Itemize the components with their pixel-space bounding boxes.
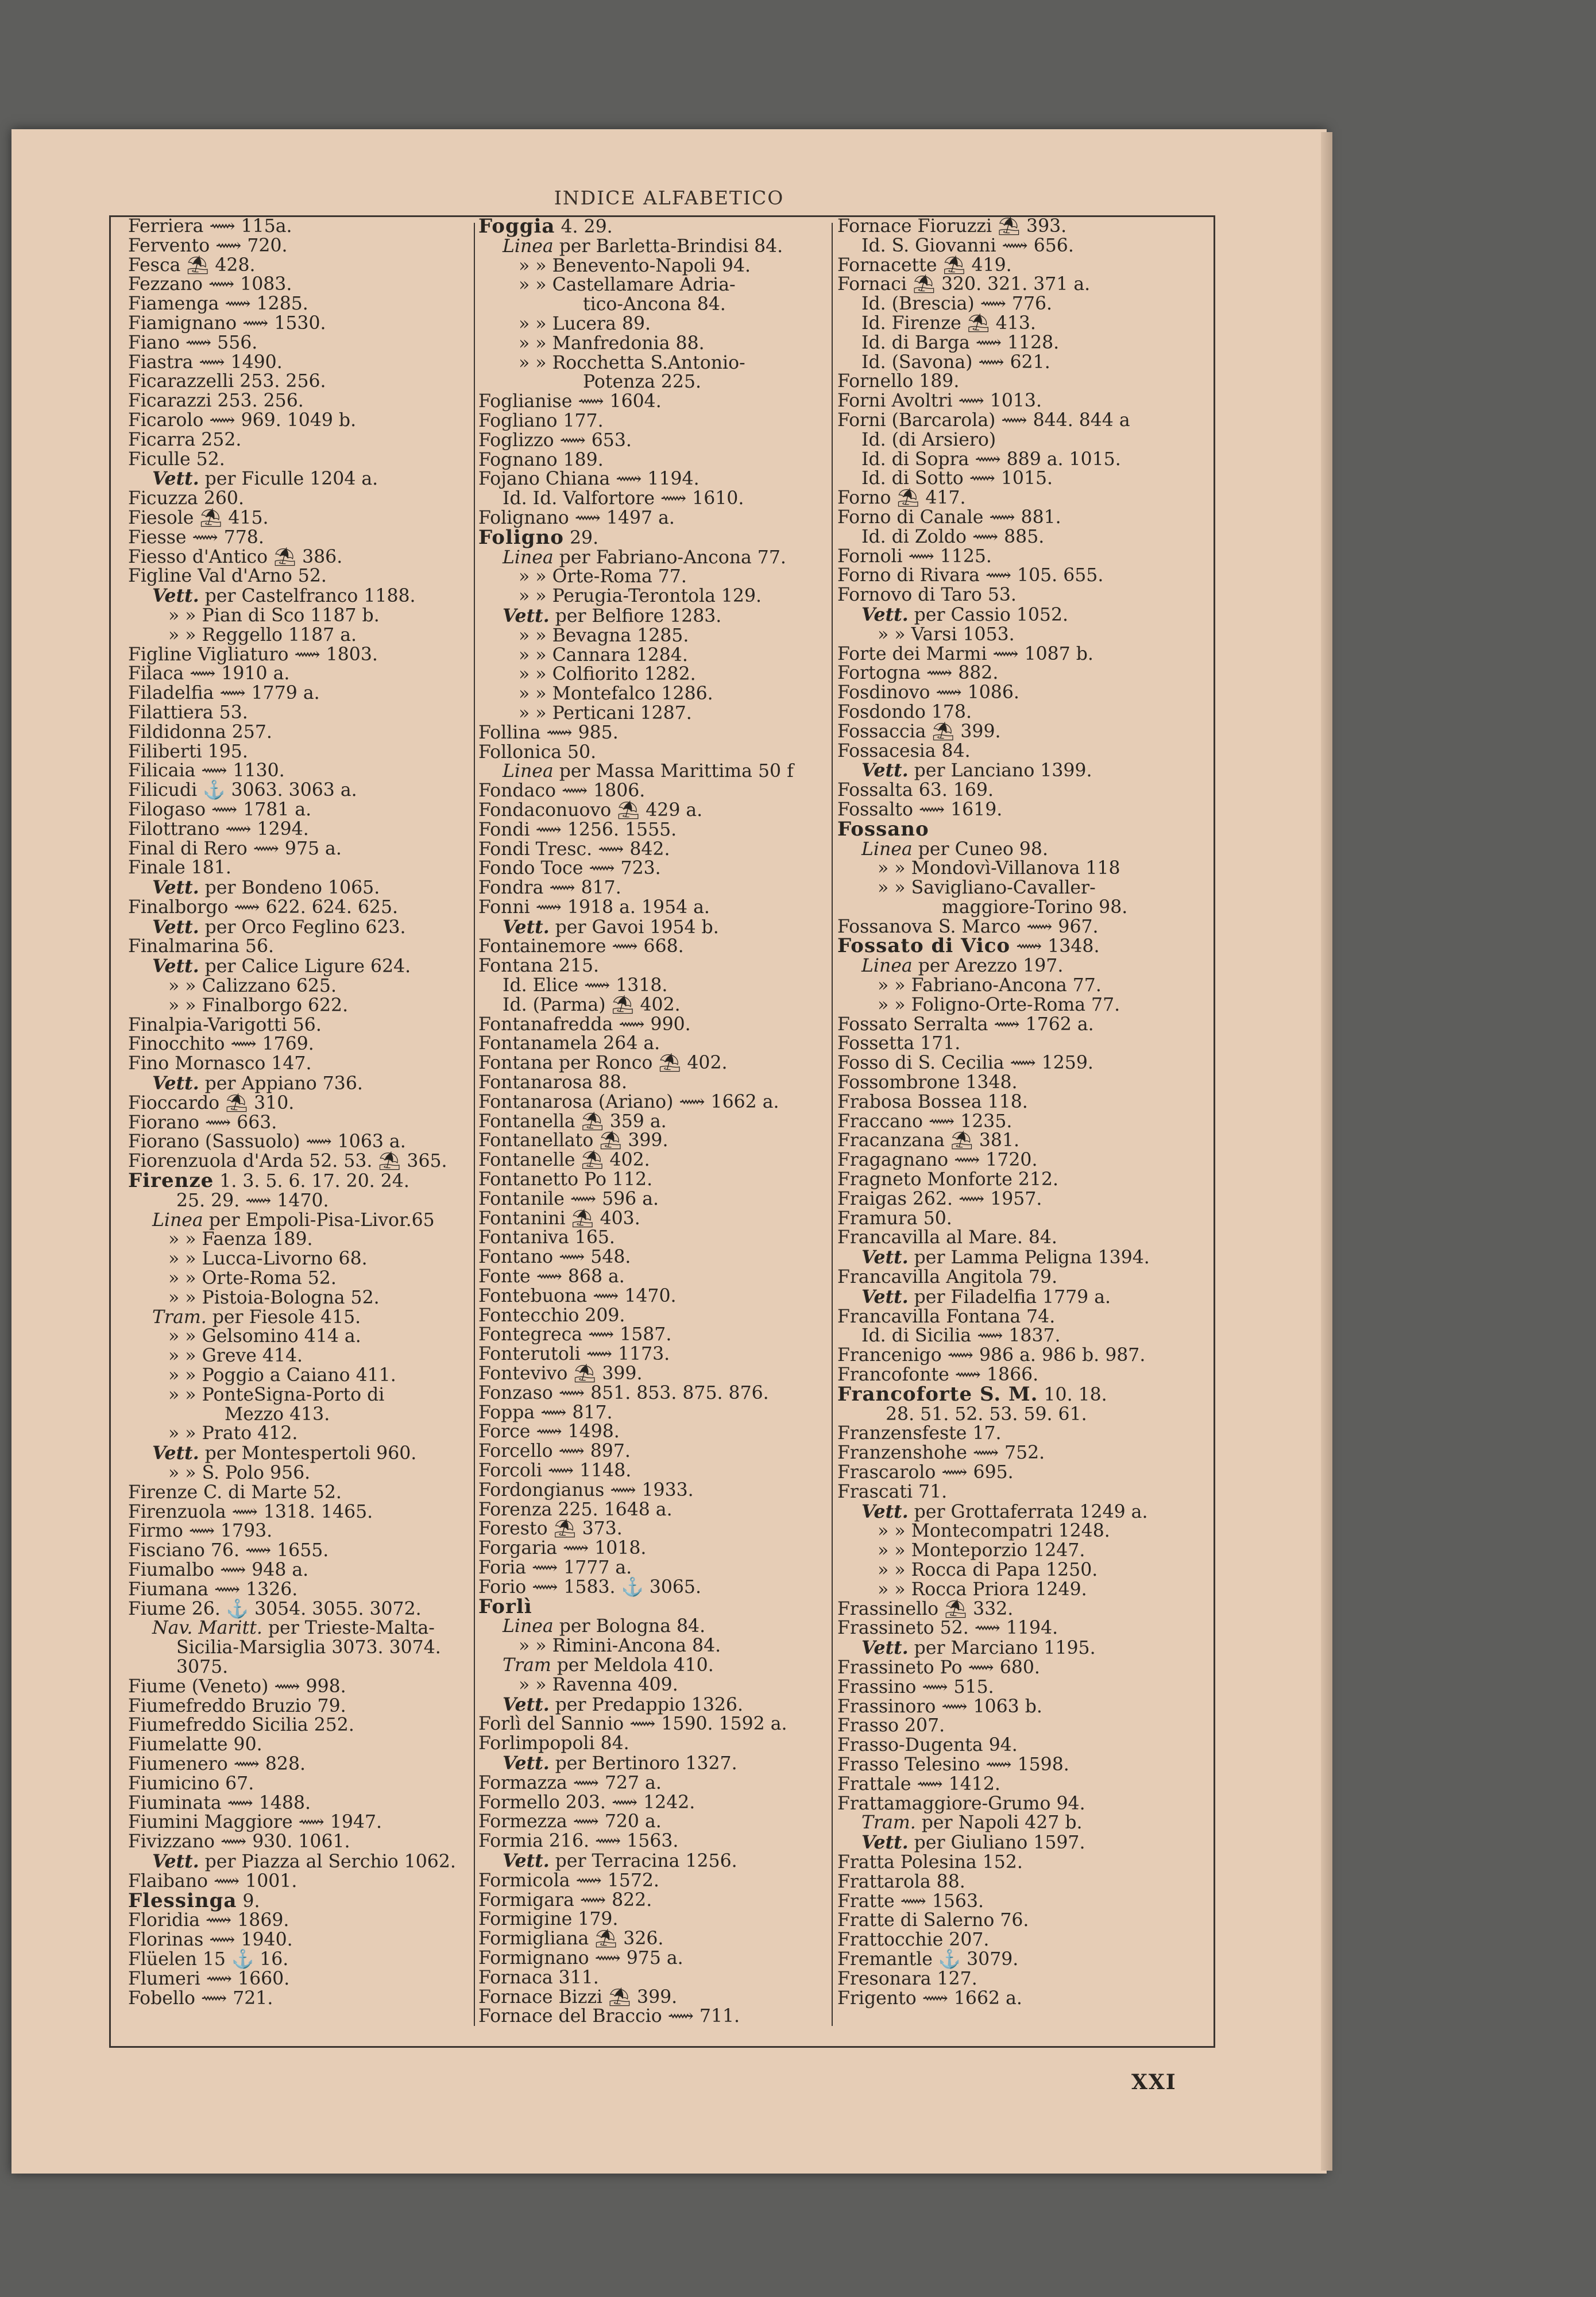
- index-entry: 25. 29. ⟿ 1470.: [176, 1190, 329, 1211]
- index-entry: » » Bevagna 1285.: [519, 625, 689, 646]
- index-entry: Fonte ⟿ 868 a.: [478, 1266, 625, 1287]
- index-entry: » » Rocca Priora 1249.: [878, 1579, 1087, 1600]
- index-entry: » » Lucca-Livorno 68.: [168, 1248, 368, 1270]
- index-entry: Vett. per Marciano 1195.: [861, 1637, 1096, 1659]
- index-entry: Ficuzza 260.: [128, 488, 244, 509]
- index-entry: Frassinoro ⟿ 1063 b.: [837, 1696, 1042, 1717]
- index-entry: Fino Mornasco 147.: [128, 1053, 312, 1074]
- index-entry: Formia 216. ⟿ 1563.: [478, 1831, 679, 1852]
- index-entry: Fornaca 311.: [478, 1967, 599, 1988]
- index-entry: Fosso di S. Cecilia ⟿ 1259.: [837, 1053, 1093, 1074]
- index-entry: Force ⟿ 1498.: [478, 1421, 620, 1443]
- page-edge: [1321, 132, 1332, 2171]
- index-entry: » » Orte-Roma 77.: [519, 566, 687, 587]
- index-entry: Fontanella ⛱ 359 a.: [478, 1111, 667, 1132]
- index-entry: Fognano 189.: [478, 449, 604, 470]
- index-entry: Flumeri ⟿ 1660.: [128, 1968, 290, 1989]
- index-entry: Fossato Serralta ⟿ 1762 a.: [837, 1014, 1094, 1035]
- index-entry: Filicudi ⚓ 3063. 3063 a.: [128, 780, 357, 801]
- index-entry: Id. (di Arsiero): [861, 429, 996, 450]
- index-entry: » » Greve 414.: [168, 1345, 303, 1367]
- index-entry: Fontebuona ⟿ 1470.: [478, 1285, 677, 1306]
- index-entry: Fiumelatte 90.: [128, 1734, 262, 1755]
- index-entry: Fondi ⟿ 1256. 1555.: [478, 819, 677, 840]
- index-entry: Potenza 225.: [583, 372, 701, 393]
- index-entry: » » Ravenna 409.: [519, 1674, 678, 1695]
- index-entry: Fiume 26. ⚓ 3054. 3055. 3072.: [128, 1598, 422, 1619]
- index-entry: Tram. per Fiesole 415.: [152, 1306, 361, 1328]
- index-entry: Frasso 207.: [837, 1715, 945, 1737]
- index-entry: Fontevivo ⛱ 399.: [478, 1363, 643, 1385]
- index-entry: Ficarolo ⟿ 969. 1049 b.: [128, 409, 357, 431]
- index-entry: Framura 50.: [837, 1208, 952, 1229]
- index-entry: Franzenshohe ⟿ 752.: [837, 1443, 1045, 1464]
- index-entry: Foggia 4. 29.: [478, 215, 613, 238]
- index-entry: Tram. per Napoli 427 b.: [861, 1812, 1083, 1834]
- index-entry: Forno di Canale ⟿ 881.: [837, 506, 1061, 528]
- index-entry: Ferriera ⟿ 115a.: [128, 216, 292, 237]
- index-entry: » » Orte-Roma 52.: [168, 1268, 337, 1289]
- index-entry: Filaca ⟿ 1910 a.: [128, 663, 290, 685]
- index-entry: Linea per Massa Marittima 50 f: [503, 761, 794, 782]
- index-entry: Filadelfia ⟿ 1779 a.: [128, 683, 320, 704]
- index-entry: Final di Rero ⟿ 975 a.: [128, 838, 342, 859]
- index-entry: » » Foligno-Orte-Roma 77.: [878, 994, 1120, 1015]
- index-entry: Fiorenzuola d'Arda 52. 53. ⛱ 365.: [128, 1151, 447, 1172]
- index-entry: Vett. per Bondeno 1065.: [152, 877, 380, 899]
- index-entry: Fontanarosa (Ariano) ⟿ 1662 a.: [478, 1091, 779, 1112]
- index-entry: Fossombrone 1348.: [837, 1072, 1018, 1093]
- index-entry: Firenze 1. 3. 5. 6. 17. 20. 24.: [128, 1169, 409, 1193]
- index-entry: Fraccano ⟿ 1235.: [837, 1111, 1013, 1132]
- index-entry: Fiamenga ⟿ 1285.: [128, 293, 308, 315]
- index-entry: Forlimpopoli 84.: [478, 1733, 629, 1754]
- index-entry: Tram per Meldola 410.: [503, 1654, 714, 1676]
- index-entry: Fiorano (Sassuolo) ⟿ 1063 a.: [128, 1131, 406, 1153]
- index-entry: Forcello ⟿ 897.: [478, 1441, 631, 1462]
- index-entry: Fesca ⛱ 428.: [128, 254, 256, 276]
- index-entry: Fratte di Salerno 76.: [837, 1910, 1029, 1931]
- index-entry: Fontegreca ⟿ 1587.: [478, 1324, 672, 1345]
- index-entry: Fragagnano ⟿ 1720.: [837, 1150, 1038, 1171]
- index-entry: Linea per Empoli-Pisa-Livor.65: [152, 1209, 435, 1231]
- index-entry: Fonni ⟿ 1918 a. 1954 a.: [478, 896, 710, 918]
- index-entry: Nav. Maritt. per Trieste-Malta-: [152, 1618, 435, 1639]
- index-entry: Fiumicino 67.: [128, 1773, 254, 1794]
- index-entry: » » Pian di Sco 1187 b.: [168, 605, 380, 626]
- index-entry: Foglianise ⟿ 1604.: [478, 391, 662, 412]
- index-entry: Fossalto ⟿ 1619.: [837, 799, 1003, 820]
- index-entry: Fondo Toce ⟿ 723.: [478, 858, 661, 879]
- index-entry: Linea per Cuneo 98.: [861, 838, 1048, 860]
- index-entry: » » Prato 412.: [168, 1423, 298, 1444]
- index-entry: Vett. per Cassio 1052.: [861, 604, 1069, 625]
- index-entry: » » Castellamare Adria-: [519, 274, 736, 296]
- index-entry: Firenzuola ⟿ 1318. 1465.: [128, 1501, 373, 1522]
- index-entry: Finale 181.: [128, 857, 231, 879]
- index-entry: Formigara ⟿ 822.: [478, 1889, 652, 1911]
- index-entry: Forio ⟿ 1583. ⚓ 3065.: [478, 1576, 701, 1598]
- index-entry: Fontanini ⛱ 403.: [478, 1208, 640, 1229]
- index-entry: Formignano ⟿ 975 a.: [478, 1947, 683, 1969]
- index-entry: Vett. per Orco Feglino 623.: [152, 916, 406, 938]
- index-entry: Forgaria ⟿ 1018.: [478, 1538, 647, 1559]
- index-entry: Frattale ⟿ 1412.: [837, 1773, 1000, 1795]
- index-entry: Id. di Sotto ⟿ 1015.: [861, 468, 1053, 489]
- index-entry: Frassineto Po ⟿ 680.: [837, 1657, 1040, 1678]
- index-entry: Vett. per Ficulle 1204 a.: [152, 468, 378, 490]
- index-entry: » » Savigliano-Cavaller-: [878, 877, 1096, 899]
- index-entry: Vett. per Piazza al Serchio 1062.: [152, 1850, 456, 1872]
- index-entry: Formezza ⟿ 720 a.: [478, 1811, 662, 1832]
- index-entry: Forenza 225. 1648 a.: [478, 1499, 673, 1520]
- index-entry: Finalmarina 56.: [128, 936, 275, 957]
- index-entry: Fildidonna 257.: [128, 721, 272, 743]
- index-entry: Formigliana ⛱ 326.: [478, 1928, 664, 1950]
- index-entry: Fervento ⟿ 720.: [128, 235, 288, 256]
- index-entry: Fiumana ⟿ 1326.: [128, 1579, 298, 1600]
- index-entry: Vett. per Bertinoro 1327.: [503, 1752, 737, 1774]
- index-entry: Finalpia-Varigotti 56.: [128, 1014, 322, 1035]
- index-entry: Fontanetto Po 112.: [478, 1169, 653, 1190]
- index-entry: Forni Avoltri ⟿ 1013.: [837, 390, 1042, 412]
- index-entry: maggiore-Torino 98.: [942, 896, 1128, 918]
- index-entry: Linea per Bologna 84.: [503, 1616, 706, 1637]
- index-entry: Fontanafredda ⟿ 990.: [478, 1014, 691, 1035]
- index-entry: » » Rimini-Ancona 84.: [519, 1635, 721, 1657]
- index-entry: Forlì: [478, 1595, 532, 1618]
- index-entry: Fondra ⟿ 817.: [478, 877, 621, 899]
- index-entry: Forcoli ⟿ 1148.: [478, 1460, 632, 1481]
- index-entry: » » Perugia-Terontola 129.: [519, 586, 762, 607]
- index-entry: Id. di Sicilia ⟿ 1837.: [861, 1325, 1061, 1347]
- index-entry: Id. di Sopra ⟿ 889 a. 1015.: [861, 448, 1121, 470]
- index-entry: » » Manfredonia 88.: [519, 332, 705, 354]
- index-entry: Fondaco ⟿ 1806.: [478, 780, 646, 802]
- index-entry: Fornovo di Taro 53.: [837, 585, 1017, 606]
- index-entry: Vett. per Gavoi 1954 b.: [503, 916, 719, 938]
- index-entry: Vett. per Montespertoli 960.: [152, 1443, 417, 1464]
- index-entry: Filottrano ⟿ 1294.: [128, 818, 309, 840]
- index-entry: Fontaniva 165.: [478, 1227, 615, 1248]
- index-entry: Fisciano 76. ⟿ 1655.: [128, 1540, 329, 1561]
- index-entry: Forno ⛱ 417.: [837, 488, 966, 509]
- index-entry: Francofonte ⟿ 1866.: [837, 1364, 1039, 1386]
- book-page: [11, 129, 1327, 2174]
- index-entry: Frascati 71.: [837, 1481, 948, 1502]
- index-entry: Sicilia-Marsiglia 3073. 3074.: [176, 1637, 441, 1658]
- index-entry: Fornace del Braccio ⟿ 711.: [478, 2006, 740, 2027]
- page-number: XXI: [1131, 2070, 1177, 2094]
- index-entry: Figline Val d'Arno 52.: [128, 566, 327, 587]
- index-entry: Fiumini Maggiore ⟿ 1947.: [128, 1812, 382, 1833]
- index-entry: Fossetta 171.: [837, 1033, 961, 1054]
- index-entry: Fortogna ⟿ 882.: [837, 663, 999, 684]
- index-entry: Fivizzano ⟿ 930. 1061.: [128, 1831, 350, 1853]
- index-entry: Fratta Polesina 152.: [837, 1851, 1023, 1873]
- index-entry: Frattocchie 207.: [837, 1929, 990, 1951]
- index-entry: Fiesse ⟿ 778.: [128, 527, 264, 548]
- index-entry: Fondaconuovo ⛱ 429 a.: [478, 799, 703, 821]
- index-entry: Figline Vigliaturo ⟿ 1803.: [128, 644, 378, 665]
- index-entry: Firmo ⟿ 1793.: [128, 1521, 273, 1542]
- index-entry: Filattiera 53.: [128, 702, 248, 723]
- index-entry: Fracanzana ⛱ 381.: [837, 1130, 1019, 1151]
- index-entry: Id. (Brescia) ⟿ 776.: [861, 293, 1053, 315]
- index-entry: Vett. per Terracina 1256.: [503, 1850, 737, 1871]
- index-entry: Fosdondo 178.: [837, 701, 972, 722]
- index-entry: Frasso-Dugenta 94.: [837, 1735, 1018, 1756]
- index-entry: Filiberti 195.: [128, 741, 248, 762]
- index-entry: Flessinga 9.: [128, 1889, 260, 1912]
- index-entry: Francoforte S. M. 10. 18.: [837, 1382, 1107, 1406]
- index-entry: Fragneto Monforte 212.: [837, 1169, 1059, 1190]
- index-entry: Fontanelle ⛱ 402.: [478, 1150, 650, 1171]
- index-entry: Fremantle ⚓ 3079.: [837, 1948, 1019, 1970]
- index-entry: Formicola ⟿ 1572.: [478, 1870, 659, 1891]
- index-entry: Fiumefreddo Bruzio 79.: [128, 1695, 346, 1716]
- index-entry: Vett. per Giuliano 1597.: [861, 1832, 1085, 1854]
- column-divider: [832, 223, 833, 2026]
- index-entry: Fontano ⟿ 548.: [478, 1247, 631, 1268]
- index-entry: Folignano ⟿ 1497 a.: [478, 507, 675, 528]
- index-entry: » » Montecompatri 1248.: [878, 1521, 1110, 1542]
- index-entry: Fornace Bizzi ⛱ 399.: [478, 1986, 678, 2008]
- index-entry: Ficarazzelli 253. 256.: [128, 371, 326, 392]
- index-entry: Fiamignano ⟿ 1530.: [128, 312, 326, 334]
- index-entry: Fonterutoli ⟿ 1173.: [478, 1344, 670, 1365]
- index-entry: Fontana 215.: [478, 956, 600, 977]
- index-entry: tico-Ancona 84.: [583, 294, 726, 315]
- index-column-1: [128, 217, 461, 2008]
- index-entry: Foglizzo ⟿ 653.: [478, 430, 632, 451]
- index-entry: Fontanamela 264 a.: [478, 1033, 660, 1054]
- index-entry: Follina ⟿ 985.: [478, 722, 619, 743]
- index-entry: » » Reggello 1187 a.: [168, 624, 357, 645]
- index-entry: Frigento ⟿ 1662 a.: [837, 1987, 1022, 2009]
- index-entry: Fiumefreddo Sicilia 252.: [128, 1715, 354, 1736]
- index-entry: Id. Id. Valfortore ⟿ 1610.: [503, 488, 744, 509]
- index-entry: Fornello 189.: [837, 371, 960, 392]
- index-entry: Fornacette ⛱ 419.: [837, 254, 1012, 276]
- index-entry: Fontanarosa 88.: [478, 1072, 627, 1093]
- index-entry: Formazza ⟿ 727 a.: [478, 1772, 662, 1793]
- index-entry: » » Cannara 1284.: [519, 644, 688, 666]
- index-entry: » » Rocca di Papa 1250.: [878, 1559, 1098, 1580]
- index-entry: Linea per Fabriano-Ancona 77.: [503, 547, 786, 568]
- index-entry: Ficarra 252.: [128, 429, 242, 450]
- index-entry: Forte dei Marmi ⟿ 1087 b.: [837, 643, 1093, 664]
- index-entry: » » Colfiorito 1282.: [519, 664, 696, 685]
- index-entry: Fratte ⟿ 1563.: [837, 1890, 984, 1912]
- index-entry: Finalborgo ⟿ 622. 624. 625.: [128, 896, 399, 918]
- index-entry: Fossano: [837, 817, 929, 841]
- column-divider: [474, 223, 475, 2026]
- index-entry: Fornace Fioruzzi ⛱ 393.: [837, 216, 1067, 237]
- index-entry: Foria ⟿ 1777 a.: [478, 1557, 632, 1578]
- index-entry: Florinas ⟿ 1940.: [128, 1929, 293, 1951]
- index-entry: Fontainemore ⟿ 668.: [478, 936, 684, 957]
- index-entry: Vett. per Predappio 1326.: [503, 1693, 743, 1715]
- index-entry: Filicaia ⟿ 1130.: [128, 760, 285, 782]
- index-frame: [109, 215, 1215, 2048]
- index-entry: Fordongianus ⟿ 1933.: [478, 1479, 694, 1501]
- index-entry: Flüelen 15 ⚓ 16.: [128, 1948, 289, 1970]
- index-entry: Fezzano ⟿ 1083.: [128, 274, 292, 295]
- index-entry: » » Perticani 1287.: [519, 702, 692, 724]
- index-entry: Fiastra ⟿ 1490.: [128, 351, 283, 373]
- index-entry: Francavilla Fontana 74.: [837, 1306, 1056, 1327]
- index-entry: Vett. per Castelfranco 1188.: [152, 585, 416, 607]
- index-entry: Vett. per Lanciano 1399.: [861, 760, 1092, 782]
- index-entry: » » Benevento-Napoli 94.: [519, 255, 751, 276]
- index-entry: Foppa ⟿ 817.: [478, 1402, 613, 1423]
- index-entry: Frassino ⟿ 515.: [837, 1676, 994, 1697]
- index-entry: Fiumalbo ⟿ 948 a.: [128, 1559, 309, 1580]
- index-entry: Linea per Arezzo 197.: [861, 956, 1064, 977]
- index-entry: » » PonteSigna-Porto di: [168, 1384, 385, 1405]
- index-entry: Fiumenero ⟿ 828.: [128, 1753, 306, 1774]
- index-entry: Vett. per Grottaferrata 1249 a.: [861, 1501, 1148, 1522]
- index-entry: » » Faenza 189.: [168, 1229, 313, 1250]
- index-entry: Frabosa Bossea 118.: [837, 1091, 1028, 1112]
- index-entry: Frascarolo ⟿ 695.: [837, 1462, 1014, 1483]
- index-entry: Vett. per Appiano 736.: [152, 1073, 363, 1095]
- index-entry: Francenigo ⟿ 986 a. 986 b. 987.: [837, 1345, 1146, 1366]
- index-entry: Fornoli ⟿ 1125.: [837, 546, 992, 567]
- index-entry: » » Gelsomino 414 a.: [168, 1326, 361, 1347]
- index-entry: Formigine 179.: [478, 1909, 619, 1930]
- index-entry: » » Poggio a Caiano 411.: [168, 1365, 396, 1386]
- index-entry: Vett. per Calice Ligure 624.: [152, 956, 411, 977]
- index-entry: Id. di Zoldo ⟿ 885.: [861, 526, 1045, 547]
- index-entry: Fondi Tresc. ⟿ 842.: [478, 838, 670, 860]
- index-entry: Fiorano ⟿ 663.: [128, 1112, 277, 1133]
- index-entry: Fraigas 262. ⟿ 1957.: [837, 1188, 1042, 1209]
- index-entry: » » S. Polo 956.: [168, 1463, 311, 1483]
- index-entry: Id. Elice ⟿ 1318.: [503, 975, 668, 996]
- index-entry: Francavilla Angitola 79.: [837, 1267, 1058, 1288]
- index-entry: Fiesole ⛱ 415.: [128, 507, 269, 528]
- index-entry: Fontanile ⟿ 596 a.: [478, 1188, 659, 1209]
- index-entry: Fossato di Vico ⟿ 1348.: [837, 934, 1100, 958]
- index-entry: Forni (Barcarola) ⟿ 844. 844 a: [837, 409, 1130, 431]
- index-entry: Frattarola 88.: [837, 1871, 965, 1892]
- index-entry: Id. (Savona) ⟿ 621.: [861, 351, 1050, 373]
- index-entry: » » Fabriano-Ancona 77.: [878, 975, 1102, 996]
- index-entry: Fobello ⟿ 721.: [128, 1987, 273, 2009]
- index-entry: Vett. per Filadelfia 1779 a.: [861, 1286, 1111, 1308]
- index-entry: Fornaci ⛱ 320. 321. 371 a.: [837, 274, 1091, 295]
- page-header: INDICE ALFABETICO: [554, 187, 785, 209]
- index-entry: Fontana per Ronco ⛱ 402.: [478, 1053, 728, 1074]
- index-entry: Firenze C. di Marte 52.: [128, 1482, 342, 1503]
- index-entry: Fiesso d'Antico ⛱ 386.: [128, 546, 343, 567]
- index-entry: Fogliano 177.: [478, 410, 604, 431]
- index-entry: » » Montefalco 1286.: [519, 683, 713, 705]
- index-entry: » » Mondovì-Villanova 118: [878, 858, 1120, 879]
- index-column-3: [837, 217, 1170, 2008]
- index-entry: Foligno 29.: [478, 525, 599, 549]
- index-entry: » » Monteporzio 1247.: [878, 1540, 1085, 1561]
- index-entry: Fiuminata ⟿ 1488.: [128, 1792, 311, 1813]
- index-entry: Ficarazzi 253. 256.: [128, 390, 304, 412]
- index-entry: Frasso Telesino ⟿ 1598.: [837, 1754, 1069, 1775]
- index-entry: » » Lucera 89.: [519, 313, 651, 334]
- index-entry: Fosdinovo ⟿ 1086.: [837, 682, 1019, 703]
- index-entry: Filogaso ⟿ 1781 a.: [128, 799, 312, 820]
- index-entry: Fossacesia 84.: [837, 740, 971, 761]
- index-entry: Linea per Barletta-Brindisi 84.: [503, 235, 783, 257]
- index-entry: Ficulle 52.: [128, 448, 225, 470]
- index-entry: Formello 203. ⟿ 1242.: [478, 1792, 695, 1813]
- index-entry: Fioccardo ⛱ 310.: [128, 1092, 295, 1113]
- index-entry: Fiano ⟿ 556.: [128, 332, 258, 353]
- index-entry: 3075.: [176, 1656, 229, 1677]
- index-entry: Fontanellato ⛱ 399.: [478, 1130, 668, 1151]
- index-entry: » » Rocchetta S.Antonio-: [519, 352, 745, 373]
- index-entry: » » Pistoia-Bologna 52.: [168, 1287, 380, 1308]
- index-entry: Mezzo 413.: [225, 1403, 330, 1425]
- index-entry: Foresto ⛱ 373.: [478, 1518, 623, 1540]
- index-column-2: [478, 217, 811, 2027]
- index-entry: Id. di Barga ⟿ 1128.: [861, 332, 1060, 353]
- index-entry: Flaibano ⟿ 1001.: [128, 1870, 297, 1892]
- index-entry: Fonzaso ⟿ 851. 853. 875. 876.: [478, 1382, 769, 1403]
- index-entry: Fiume (Veneto) ⟿ 998.: [128, 1676, 346, 1697]
- index-entry: Finocchito ⟿ 1769.: [128, 1034, 314, 1055]
- index-entry: Fossanova S. Marco ⟿ 967.: [837, 916, 1099, 937]
- index-entry: Floridia ⟿ 1869.: [128, 1910, 289, 1931]
- index-entry: Fojano Chiana ⟿ 1194.: [478, 469, 700, 490]
- index-entry: Forno di Rivara ⟿ 105. 655.: [837, 565, 1104, 586]
- index-entry: Frassineto 52. ⟿ 1194.: [837, 1618, 1058, 1639]
- index-entry: Vett. per Belfiore 1283.: [503, 605, 722, 627]
- index-entry: Forlì del Sannio ⟿ 1590. 1592 a.: [478, 1714, 787, 1735]
- index-entry: 28. 51. 52. 53. 59. 61.: [886, 1403, 1087, 1425]
- index-entry: » » Calizzano 625.: [168, 976, 337, 997]
- index-entry: Frattamaggiore-Grumo 94.: [837, 1793, 1085, 1814]
- index-entry: » » Finalborgo 622.: [168, 995, 349, 1016]
- index-entry: Id. (Parma) ⛱ 402.: [503, 994, 681, 1015]
- index-entry: Follonica 50.: [478, 741, 597, 763]
- index-entry: Frassinello ⛱ 332.: [837, 1598, 1014, 1619]
- index-entry: Id. Firenze ⛱ 413.: [861, 312, 1036, 334]
- index-entry: Francavilla al Mare. 84.: [837, 1227, 1057, 1248]
- index-entry: » » Varsi 1053.: [878, 624, 1015, 645]
- index-entry: Fossalta 63. 169.: [837, 780, 994, 801]
- index-entry: Fontecchio 209.: [478, 1305, 625, 1326]
- index-entry: Id. S. Giovanni ⟿ 656.: [861, 235, 1074, 256]
- index-entry: Fresonara 127.: [837, 1968, 977, 1989]
- index-entry: Franzensfeste 17.: [837, 1423, 1002, 1444]
- index-entry: Fossaccia ⛱ 399.: [837, 721, 1001, 742]
- index-entry: Vett. per Lamma Peligna 1394.: [861, 1247, 1150, 1269]
